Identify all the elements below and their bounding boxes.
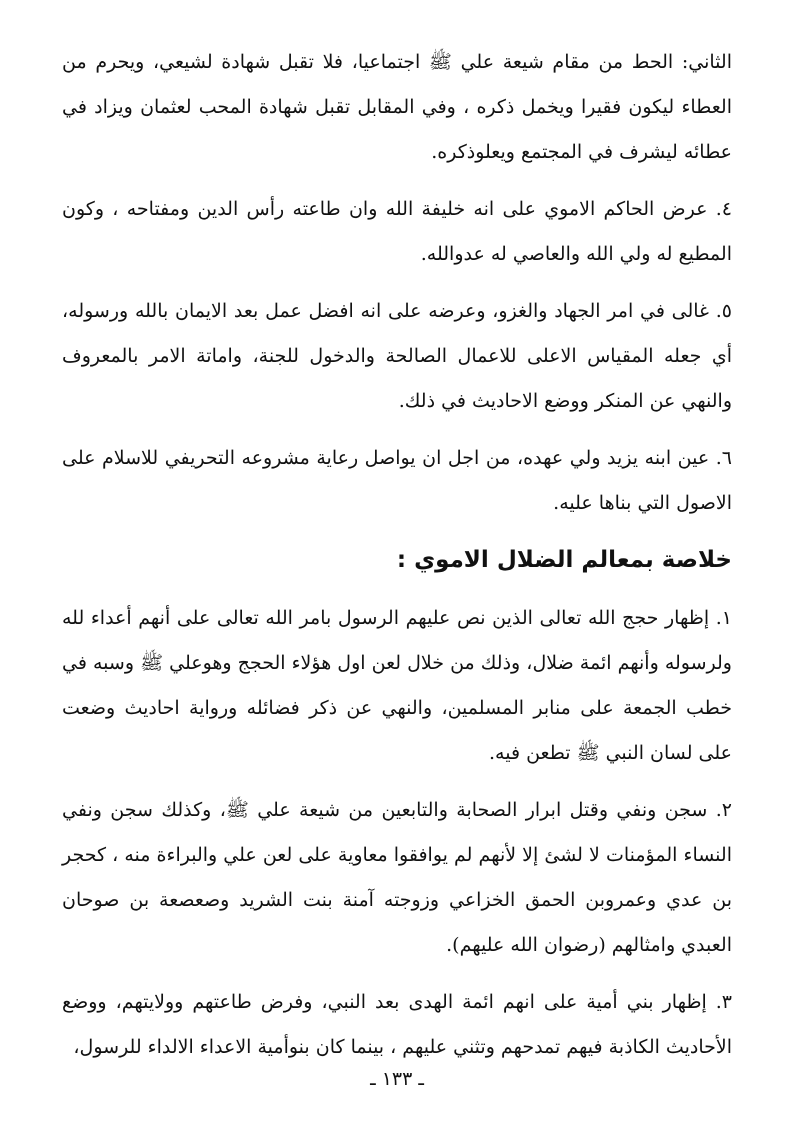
section-heading: خلاصة بمعالم الضلال الاموي : [396, 547, 732, 573]
paragraph: الثاني: الحط من مقام شيعة علي ﷺ اجتماعيا، فلا تقبل شهادة لشيعي، ويحرم من العطاء ليكون فقيرا ويخمل ذكره ، وفي المقابل تقبل شهادة المحب لعثمان ويزاد في عطائه ليشرف في المجتمع ويعلوذكره. [62, 51, 732, 163]
paragraph: ٢. سجن ونفي وقتل ابرار الصحابة والتابعين من شيعة علي ﷺ، وكذلك سجن ونفي النساء المؤمنات لا لشئ إلا لأنهم لم يوافقوا معاوية على لعن علي والبراءة منه ، كحجر بن عدي وعمروبن الحمق الخزاعي وزوجته آمنة بنت الشريد وصعصعة بن صوحان العبدي وامثالهم (رضوان الله عليهم). [62, 799, 732, 956]
paragraph: ٤. عرض الحاكم الاموي على انه خليفة الله وان طاعته رأس الدين ومفتاحه ، وكون المطيع له ولي الله والعاصي له عدوالله. [62, 198, 732, 265]
page-number: ـ ١٣٣ ـ [370, 1068, 424, 1090]
paragraph: ٣. إظهار بني أمية على انهم ائمة الهدى بعد النبي، وفرض طاعتهم وولايتهم، ووضع الأحاديث الكاذبة فيهم تمدحهم وتثني عليهم ، بينما كان بنوأمية الاعداء الالداء للرسول، [62, 991, 732, 1058]
paragraph: ٥. غالى في امر الجهاد والغزو، وعرضه على انه افضل عمل بعد الايمان بالله ورسوله، أي جعله المقياس الاعلى للاعمال الصالحة والدخول للجنة، واماتة الامر بالمعروف والنهي عن المنكر ووضع الاحاديث في ذلك. [62, 300, 732, 412]
paragraph: ١. إظهار حجج الله تعالى الذين نص عليهم الرسول بامر الله تعالى على أنهم أعداء لله ولرسوله وأنهم ائمة ضلال، وذلك من خلال لعن اول هؤلاء الحجج وهوعلي ﷺ وسبه في خطب الجمعة على منابر المسلمين، والنهي عن ذكر فضائله ورواية احاديث وضعت على لسان النبي ﷺ تطعن فيه. [62, 607, 732, 764]
paragraph: ٦. عين ابنه يزيد ولي عهده، من اجل ان يواصل رعاية مشروعه التحريفي للاسلام على الاصول التي بناها عليه. [62, 447, 732, 514]
